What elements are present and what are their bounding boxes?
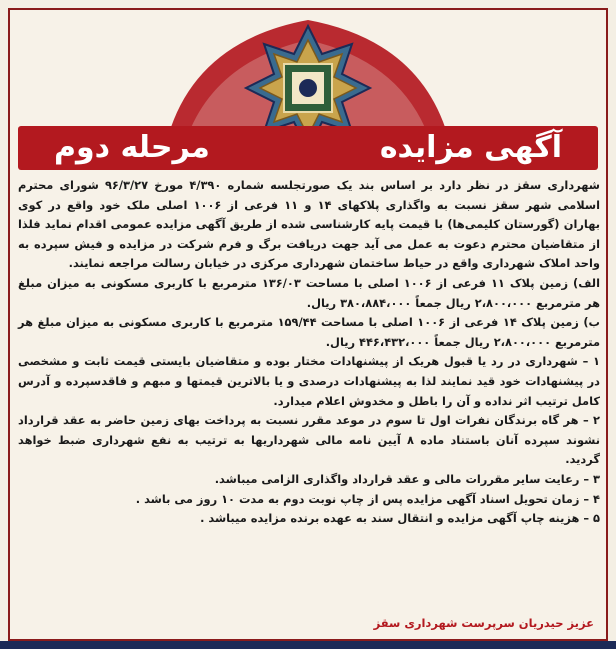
bottom-strip [0, 641, 616, 649]
condition-2: ۲ – هر گاه برندگان نفرات اول تا سوم در موعد مقرر نسبت به پرداخت بهای زمین حاضر به عقد قرارداد نشوند سپرده آنان باستناد ماده ۸ آیین نامه مالی شهرداریها به ترتیب به نفع شهرداری ضبط خواهد گردید. [18, 413, 600, 467]
intro-paragraph: شهرداری سقز در نظر دارد بر اساس بند یک صورتجلسه شماره ۴/۳۹۰ مورخ ۹۶/۳/۲۷ شورای محترم اسلامی شهر سقز نسبت به واگذاری پلاکهای ۱۴ و ۱۱ فرعی از ۱۰۰۶ اصلی ملک خود واقع در کوی بهاران (گورستان کلیمی‌ها) با قیمت پایه کارشناسی شده از طریق آگهی مزایده عمومی اقدام نماید فلذا از متقاضیان محترم دعوت به عمل می آید جهت دریافت برگ و فرم شرکت در مزایده و فیش سپرده به واحد املاک شهرداری واقع در حیاط ساختمان شهرداری مرکزی در خیابان رسالت مراجعه نمایند. [18, 178, 600, 271]
condition-3: ۳ – رعایت سایر مقررات مالی و عقد قرارداد واگذاری الزامی میباشد. [214, 471, 600, 486]
signature: عزیز حیدریان سرپرست شهرداری سقز [373, 616, 594, 630]
item-a: الف) زمین پلاک ۱۱ فرعی از ۱۰۰۶ اصلی با مساحت ۱۳۶/۰۳ مترمربع با کاربری مسکونی به میزان مبلغ هر مترمربع ۲،۸۰۰،۰۰۰ ریال جمعاً ۳۸۰،۸۸۴،۰۰۰ ریال. [18, 275, 600, 310]
condition-5: ۵ – هزینه چاپ آگهی مزایده و انتقال سند به عهده برنده مزایده میباشد . [200, 511, 600, 526]
title-right: آگهی مزایده [379, 130, 562, 165]
title-banner [18, 126, 598, 170]
header [0, 0, 616, 180]
title-left: مرحله دوم [54, 130, 210, 165]
condition-4: ۴ – زمان تحویل اسناد آگهی مزایده پس از چاپ نوبت دوم به مدت ۱۰ روز می باشد . [135, 491, 600, 506]
item-b: ب) زمین پلاک ۱۴ فرعی از ۱۰۰۶ اصلی با مساحت ۱۵۹/۴۴ مترمربع با کاربری مسکونی به میزان مبلغ هر مترمربع ۲،۸۰۰،۰۰۰ ریال جمعاً ۴۴۶،۴۳۲،۰۰۰ ریال. [18, 315, 600, 349]
announcement-body [18, 176, 600, 529]
condition-1: ۱ – شهرداری در رد یا قبول هریک از پیشنهادات مختار بوده و متقاضیان بایستی قیمت ثابت و مشخصی در پیشنهادات خود قید نمایند لذا به پیشنهادات درصدی و یا بالاترین قیمتها و مبهم و فاقدسپرده و آدرس کامل ترتیب اثر نداده و آن را باطل و مخدوش اعلام میدارد. [18, 354, 600, 408]
